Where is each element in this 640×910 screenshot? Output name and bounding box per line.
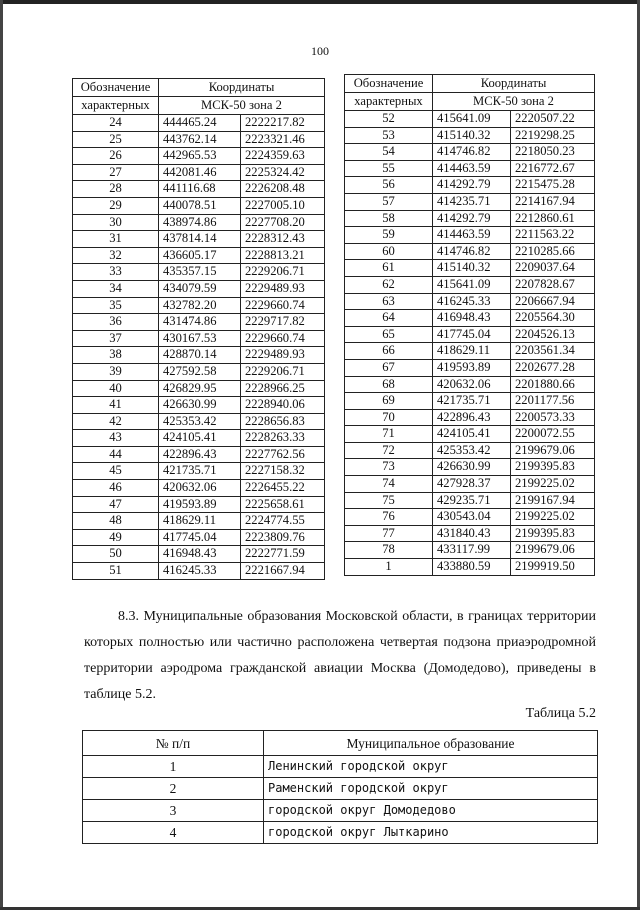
point-id: 49	[73, 529, 159, 546]
table-row	[345, 409, 595, 426]
point-id: 55	[345, 160, 433, 177]
table-row	[345, 476, 595, 493]
row-number: 2	[83, 778, 264, 800]
point-id: 75	[345, 492, 433, 509]
coord-x: 414746.82	[433, 144, 511, 161]
coord-x: 416245.33	[159, 563, 241, 580]
point-id: 59	[345, 227, 433, 244]
table-row	[73, 197, 325, 214]
point-id: 1	[345, 559, 433, 576]
coord-x: 418629.11	[433, 343, 511, 360]
page-number: 100	[311, 44, 329, 58]
table-row	[345, 177, 595, 194]
table-row	[345, 260, 595, 277]
coord-y: 2218050.23	[511, 144, 595, 161]
point-id: 64	[345, 310, 433, 327]
table-row	[73, 380, 325, 397]
coord-y: 2199395.83	[511, 525, 595, 542]
coord-x: 414292.79	[433, 210, 511, 227]
table-row	[73, 363, 325, 380]
municipality-name: городской округ Домодедово	[264, 800, 598, 822]
coord-y: 2225324.42	[241, 164, 325, 181]
municipalities-table	[82, 730, 598, 844]
coord-x: 414235.71	[433, 193, 511, 210]
coord-y: 2202677.28	[511, 359, 595, 376]
table-row	[73, 231, 325, 248]
point-id: 42	[73, 413, 159, 430]
point-id: 31	[73, 231, 159, 248]
table-row	[345, 509, 595, 526]
coord-x: 416948.43	[433, 310, 511, 327]
paragraph-line: 8.3. Муниципальные образования Московской области, в границах территории	[118, 609, 596, 624]
coord-y: 2222217.82	[241, 115, 325, 132]
coord-x: 421735.71	[433, 393, 511, 410]
coord-x: 422896.43	[159, 446, 241, 463]
coord-y: 2199395.83	[511, 459, 595, 476]
coord-y: 2224774.55	[241, 513, 325, 530]
coord-x: 424105.41	[433, 426, 511, 443]
header-coords-line2: МСК-50 зона 2	[433, 93, 595, 111]
table-row	[73, 247, 325, 264]
point-id: 69	[345, 393, 433, 410]
table-row	[83, 756, 598, 778]
coord-x: 414463.59	[433, 160, 511, 177]
point-id: 78	[345, 542, 433, 559]
coord-y: 2199679.06	[511, 442, 595, 459]
coord-x: 425353.42	[159, 413, 241, 430]
coord-x: 426829.95	[159, 380, 241, 397]
coord-x: 431474.86	[159, 314, 241, 331]
point-id: 26	[73, 148, 159, 165]
point-id: 66	[345, 343, 433, 360]
header-point-line1: Обозначение	[73, 79, 159, 97]
coord-y: 2224359.63	[241, 148, 325, 165]
table-row	[345, 193, 595, 210]
point-id: 51	[73, 563, 159, 580]
point-id: 62	[345, 276, 433, 293]
coord-y: 2207828.67	[511, 276, 595, 293]
point-id: 68	[345, 376, 433, 393]
paragraph-line: которых полностью или частично расположена четвертая подзона приаэродромной	[84, 635, 596, 650]
coord-x: 434079.59	[159, 280, 241, 297]
table-row	[73, 463, 325, 480]
coord-y: 2201880.66	[511, 376, 595, 393]
table-row	[73, 264, 325, 281]
coord-y: 2204526.13	[511, 326, 595, 343]
table-row	[345, 326, 595, 343]
coord-y: 2229206.71	[241, 363, 325, 380]
table-row	[73, 297, 325, 314]
coord-y: 2229717.82	[241, 314, 325, 331]
table-row	[73, 546, 325, 563]
coordinates-table-right	[344, 74, 595, 576]
coord-y: 2200072.55	[511, 426, 595, 443]
table-row	[345, 393, 595, 410]
coord-y: 2210285.66	[511, 243, 595, 260]
coord-y: 2215475.28	[511, 177, 595, 194]
point-id: 29	[73, 197, 159, 214]
table-row	[83, 800, 598, 822]
paragraph-8-3	[84, 604, 596, 708]
coord-x: 425353.42	[433, 442, 511, 459]
point-id: 72	[345, 442, 433, 459]
table-row	[73, 347, 325, 364]
row-number: 3	[83, 800, 264, 822]
header-coords-line1: Координаты	[433, 75, 595, 93]
coord-y: 2228312.43	[241, 231, 325, 248]
point-id: 73	[345, 459, 433, 476]
point-id: 39	[73, 363, 159, 380]
table-row	[73, 131, 325, 148]
table-row	[345, 310, 595, 327]
coord-x: 414292.79	[433, 177, 511, 194]
coord-y: 2228813.21	[241, 247, 325, 264]
table-row	[345, 227, 595, 244]
table-row	[73, 314, 325, 331]
coord-x: 420632.06	[159, 480, 241, 497]
point-id: 43	[73, 430, 159, 447]
coord-x: 443762.14	[159, 131, 241, 148]
table-row	[345, 359, 595, 376]
row-number: 1	[83, 756, 264, 778]
point-id: 46	[73, 480, 159, 497]
coord-x: 435357.15	[159, 264, 241, 281]
coord-x: 426630.99	[433, 459, 511, 476]
coord-y: 2200573.33	[511, 409, 595, 426]
coord-y: 2226208.48	[241, 181, 325, 198]
coord-y: 2228940.06	[241, 397, 325, 414]
coord-y: 2199167.94	[511, 492, 595, 509]
coord-y: 2225658.61	[241, 496, 325, 513]
coord-x: 433880.59	[433, 559, 511, 576]
header-coords-line2: МСК-50 зона 2	[159, 97, 325, 115]
point-id: 30	[73, 214, 159, 231]
table-row	[345, 442, 595, 459]
point-id: 53	[345, 127, 433, 144]
table-row	[73, 413, 325, 430]
point-id: 77	[345, 525, 433, 542]
table-row	[345, 376, 595, 393]
coord-y: 2209037.64	[511, 260, 595, 277]
point-id: 52	[345, 111, 433, 128]
table-row	[345, 160, 595, 177]
coord-y: 2199679.06	[511, 542, 595, 559]
point-id: 27	[73, 164, 159, 181]
coord-y: 2229206.71	[241, 264, 325, 281]
point-id: 37	[73, 330, 159, 347]
table-row	[73, 115, 325, 132]
coord-x: 442081.46	[159, 164, 241, 181]
point-id: 34	[73, 280, 159, 297]
point-id: 76	[345, 509, 433, 526]
coord-y: 2222771.59	[241, 546, 325, 563]
table-row	[73, 280, 325, 297]
coord-x: 414463.59	[433, 227, 511, 244]
coord-y: 2227708.20	[241, 214, 325, 231]
coord-x: 429235.71	[433, 492, 511, 509]
coord-x: 438974.86	[159, 214, 241, 231]
table-row	[345, 243, 595, 260]
coord-x: 431840.43	[433, 525, 511, 542]
table-row	[73, 430, 325, 447]
header-municipality: Муниципальное образование	[264, 731, 598, 756]
coord-x: 436605.17	[159, 247, 241, 264]
table-caption: Таблица 5.2	[525, 706, 596, 721]
table-row	[345, 492, 595, 509]
coord-x: 433117.99	[433, 542, 511, 559]
table-row	[73, 330, 325, 347]
coord-y: 2220507.22	[511, 111, 595, 128]
coord-y: 2228263.33	[241, 430, 325, 447]
point-id: 67	[345, 359, 433, 376]
coord-y: 2223321.46	[241, 131, 325, 148]
coord-x: 420632.06	[433, 376, 511, 393]
table-row	[345, 525, 595, 542]
coord-y: 2219298.25	[511, 127, 595, 144]
table-row	[345, 343, 595, 360]
municipality-name: Ленинский городской округ	[264, 756, 598, 778]
point-id: 32	[73, 247, 159, 264]
table-row	[345, 426, 595, 443]
coord-x: 414746.82	[433, 243, 511, 260]
coord-x: 416245.33	[433, 293, 511, 310]
table-row	[73, 563, 325, 580]
table-row	[345, 210, 595, 227]
table-row	[345, 542, 595, 559]
coord-x: 430167.53	[159, 330, 241, 347]
coord-x: 421735.71	[159, 463, 241, 480]
coord-x: 418629.11	[159, 513, 241, 530]
coord-x: 416948.43	[159, 546, 241, 563]
coord-y: 2205564.30	[511, 310, 595, 327]
coord-y: 2199225.02	[511, 476, 595, 493]
point-id: 28	[73, 181, 159, 198]
table-row	[83, 778, 598, 800]
coord-x: 415641.09	[433, 111, 511, 128]
point-id: 70	[345, 409, 433, 426]
point-id: 65	[345, 326, 433, 343]
coord-y: 2203561.34	[511, 343, 595, 360]
paragraph-line: таблице 5.2.	[84, 687, 156, 702]
header-point-line1: Обозначение	[345, 75, 433, 93]
coord-x: 419593.89	[159, 496, 241, 513]
point-id: 41	[73, 397, 159, 414]
point-id: 36	[73, 314, 159, 331]
coord-y: 2228966.25	[241, 380, 325, 397]
point-id: 58	[345, 210, 433, 227]
coord-y: 2223809.76	[241, 529, 325, 546]
coord-x: 442965.53	[159, 148, 241, 165]
table-row	[345, 293, 595, 310]
point-id: 60	[345, 243, 433, 260]
table-row	[345, 144, 595, 161]
coord-y: 2221667.94	[241, 563, 325, 580]
header-point-line2: характерных	[345, 93, 433, 111]
point-id: 50	[73, 546, 159, 563]
municipality-name: Раменский городской округ	[264, 778, 598, 800]
table-row	[73, 529, 325, 546]
point-id: 48	[73, 513, 159, 530]
point-id: 24	[73, 115, 159, 132]
coord-y: 2212860.61	[511, 210, 595, 227]
table-row	[345, 111, 595, 128]
row-number: 4	[83, 822, 264, 844]
coord-x: 415140.32	[433, 127, 511, 144]
table-row	[83, 822, 598, 844]
coord-x: 426630.99	[159, 397, 241, 414]
table-row	[73, 446, 325, 463]
point-id: 35	[73, 297, 159, 314]
table-row	[73, 397, 325, 414]
table-row	[73, 164, 325, 181]
header-number: № п/п	[83, 731, 264, 756]
coord-x: 424105.41	[159, 430, 241, 447]
coord-x: 415641.09	[433, 276, 511, 293]
scan-border-left	[0, 0, 3, 910]
table-row	[345, 276, 595, 293]
point-id: 25	[73, 131, 159, 148]
table-row	[73, 214, 325, 231]
table-row	[345, 127, 595, 144]
coord-y: 2227762.56	[241, 446, 325, 463]
table-row	[73, 513, 325, 530]
point-id: 74	[345, 476, 433, 493]
coord-x: 432782.20	[159, 297, 241, 314]
point-id: 61	[345, 260, 433, 277]
point-id: 71	[345, 426, 433, 443]
coord-x: 415140.32	[433, 260, 511, 277]
point-id: 63	[345, 293, 433, 310]
coord-y: 2226455.22	[241, 480, 325, 497]
table-row	[73, 480, 325, 497]
point-id: 44	[73, 446, 159, 463]
municipality-name: городской округ Лыткарино	[264, 822, 598, 844]
header-coords-line1: Координаты	[159, 79, 325, 97]
coord-x: 428870.14	[159, 347, 241, 364]
table-row	[73, 496, 325, 513]
point-id: 54	[345, 144, 433, 161]
point-id: 56	[345, 177, 433, 194]
point-id: 33	[73, 264, 159, 281]
coord-y: 2227158.32	[241, 463, 325, 480]
point-id: 38	[73, 347, 159, 364]
coord-y: 2227005.10	[241, 197, 325, 214]
table-row	[345, 459, 595, 476]
table-row	[345, 559, 595, 576]
coordinates-table-left	[72, 78, 325, 580]
coord-x: 430543.04	[433, 509, 511, 526]
coord-x: 419593.89	[433, 359, 511, 376]
coord-y: 2206667.94	[511, 293, 595, 310]
coord-y: 2214167.94	[511, 193, 595, 210]
coord-x: 437814.14	[159, 231, 241, 248]
header-point-line2: характерных	[73, 97, 159, 115]
paragraph-line: территории аэродрома гражданской авиации Москва (Домодедово), приведены в	[84, 661, 596, 676]
point-id: 45	[73, 463, 159, 480]
coord-x: 417745.04	[433, 326, 511, 343]
coord-y: 2229660.74	[241, 330, 325, 347]
coord-y: 2228656.83	[241, 413, 325, 430]
coord-y: 2229489.93	[241, 280, 325, 297]
coord-x: 427928.37	[433, 476, 511, 493]
scan-border-top	[0, 0, 640, 4]
coord-x: 417745.04	[159, 529, 241, 546]
coord-y: 2216772.67	[511, 160, 595, 177]
coord-x: 441116.68	[159, 181, 241, 198]
coord-y: 2229489.93	[241, 347, 325, 364]
table-row	[73, 181, 325, 198]
coord-y: 2199919.50	[511, 559, 595, 576]
coord-y: 2211563.22	[511, 227, 595, 244]
coord-y: 2199225.02	[511, 509, 595, 526]
table-row	[73, 148, 325, 165]
coord-y: 2201177.56	[511, 393, 595, 410]
coord-y: 2229660.74	[241, 297, 325, 314]
point-id: 40	[73, 380, 159, 397]
coord-x: 444465.24	[159, 115, 241, 132]
point-id: 47	[73, 496, 159, 513]
coord-x: 427592.58	[159, 363, 241, 380]
coord-x: 422896.43	[433, 409, 511, 426]
coord-x: 440078.51	[159, 197, 241, 214]
point-id: 57	[345, 193, 433, 210]
